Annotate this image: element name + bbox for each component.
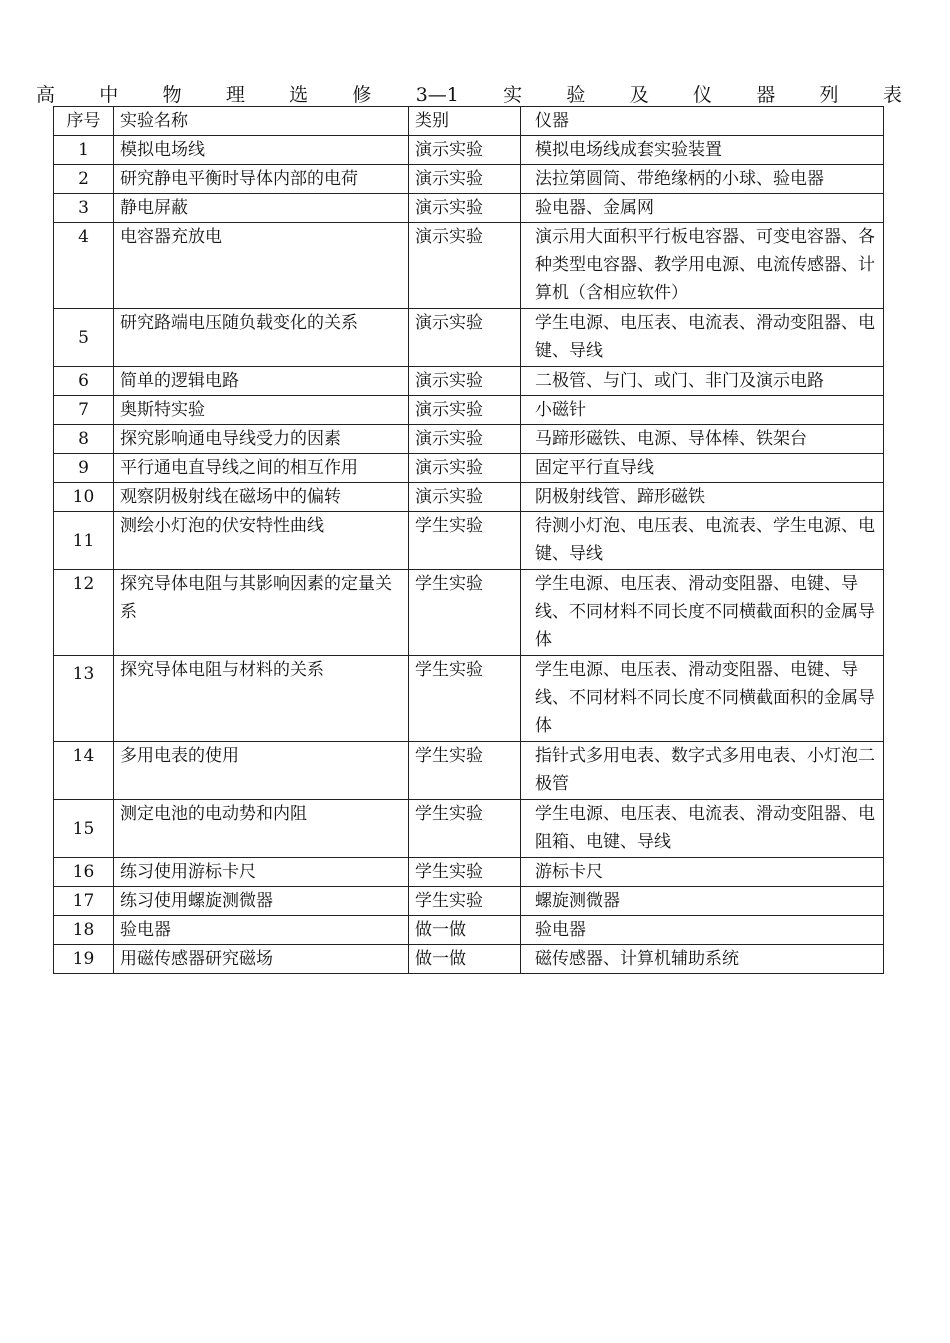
row-no: 9 bbox=[54, 454, 114, 483]
table-row bbox=[54, 309, 884, 367]
table-row bbox=[54, 858, 884, 887]
table-row bbox=[54, 136, 884, 165]
row-instruments: 学生电源、电压表、电流表、滑动变阻器、电阻箱、电键、导线 bbox=[521, 800, 884, 858]
table-row bbox=[54, 887, 884, 916]
row-no: 7 bbox=[54, 396, 114, 425]
table-row bbox=[54, 396, 884, 425]
row-no: 11 bbox=[54, 512, 114, 570]
title-char: 验 bbox=[566, 84, 586, 106]
table-row bbox=[54, 165, 884, 194]
table-row bbox=[54, 512, 884, 570]
document-title bbox=[36, 82, 902, 108]
row-instruments: 模拟电场线成套实验装置 bbox=[521, 136, 884, 165]
table-row bbox=[54, 425, 884, 454]
row-name: 研究路端电压随负载变化的关系 bbox=[114, 309, 409, 367]
header-category: 类别 bbox=[409, 107, 521, 136]
row-name: 电容器充放电 bbox=[114, 223, 409, 309]
table-row bbox=[54, 742, 884, 800]
row-category: 演示实验 bbox=[409, 425, 521, 454]
row-instruments: 磁传感器、计算机辅助系统 bbox=[521, 945, 884, 974]
row-no: 2 bbox=[54, 165, 114, 194]
row-instruments: 待测小灯泡、电压表、电流表、学生电源、电键、导线 bbox=[521, 512, 884, 570]
row-category: 做一做 bbox=[409, 945, 521, 974]
row-name: 观察阴极射线在磁场中的偏转 bbox=[114, 483, 409, 512]
row-instruments: 验电器、金属网 bbox=[521, 194, 884, 223]
row-category: 演示实验 bbox=[409, 454, 521, 483]
row-category: 学生实验 bbox=[409, 570, 521, 656]
table-row bbox=[54, 916, 884, 945]
row-category: 学生实验 bbox=[409, 656, 521, 742]
row-no: 8 bbox=[54, 425, 114, 454]
experiment-equipment-table bbox=[53, 106, 884, 974]
row-instruments: 指针式多用电表、数字式多用电表、小灯泡二极管 bbox=[521, 742, 884, 800]
title-char: 3—1 bbox=[415, 84, 459, 106]
row-category: 演示实验 bbox=[409, 396, 521, 425]
row-category: 演示实验 bbox=[409, 309, 521, 367]
row-name: 平行通电直导线之间的相互作用 bbox=[114, 454, 409, 483]
row-name: 简单的逻辑电路 bbox=[114, 367, 409, 396]
row-no: 13 bbox=[54, 656, 114, 742]
row-category: 演示实验 bbox=[409, 165, 521, 194]
title-char: 选 bbox=[289, 84, 309, 106]
table-row bbox=[54, 223, 884, 309]
row-instruments: 马蹄形磁铁、电源、导体棒、铁架台 bbox=[521, 425, 884, 454]
row-category: 学生实验 bbox=[409, 800, 521, 858]
row-instruments: 二极管、与门、或门、非门及演示电路 bbox=[521, 367, 884, 396]
row-name: 用磁传感器研究磁场 bbox=[114, 945, 409, 974]
table-row bbox=[54, 656, 884, 742]
row-no: 17 bbox=[54, 887, 114, 916]
table-row bbox=[54, 483, 884, 512]
row-category: 演示实验 bbox=[409, 194, 521, 223]
table-row bbox=[54, 194, 884, 223]
row-name: 练习使用游标卡尺 bbox=[114, 858, 409, 887]
row-no: 12 bbox=[54, 570, 114, 656]
row-category: 学生实验 bbox=[409, 887, 521, 916]
title-char: 高 bbox=[36, 84, 56, 106]
title-char: 实 bbox=[503, 84, 523, 106]
row-instruments: 螺旋测微器 bbox=[521, 887, 884, 916]
header-instruments: 仪器 bbox=[521, 107, 884, 136]
row-no: 5 bbox=[54, 309, 114, 367]
header-no: 序号 bbox=[54, 107, 114, 136]
row-name: 静电屏蔽 bbox=[114, 194, 409, 223]
row-instruments: 小磁针 bbox=[521, 396, 884, 425]
table-row bbox=[54, 800, 884, 858]
row-name: 测定电池的电动势和内阻 bbox=[114, 800, 409, 858]
row-category: 学生实验 bbox=[409, 858, 521, 887]
table-header-row bbox=[54, 107, 884, 136]
row-name: 探究影响通电导线受力的因素 bbox=[114, 425, 409, 454]
row-no: 14 bbox=[54, 742, 114, 800]
row-name: 测绘小灯泡的伏安特性曲线 bbox=[114, 512, 409, 570]
row-instruments: 演示用大面积平行板电容器、可变电容器、各种类型电容器、教学用电源、电流传感器、计算机（含相应软件） bbox=[521, 223, 884, 309]
row-no: 1 bbox=[54, 136, 114, 165]
row-no: 10 bbox=[54, 483, 114, 512]
row-no: 19 bbox=[54, 945, 114, 974]
table-row bbox=[54, 454, 884, 483]
row-no: 15 bbox=[54, 800, 114, 858]
row-category: 学生实验 bbox=[409, 742, 521, 800]
row-name: 验电器 bbox=[114, 916, 409, 945]
table-row bbox=[54, 367, 884, 396]
row-instruments: 阴极射线管、蹄形磁铁 bbox=[521, 483, 884, 512]
row-category: 做一做 bbox=[409, 916, 521, 945]
row-category: 演示实验 bbox=[409, 136, 521, 165]
row-name: 探究导体电阻与其影响因素的定量关系 bbox=[114, 570, 409, 656]
row-category: 演示实验 bbox=[409, 483, 521, 512]
title-char: 仪 bbox=[692, 84, 712, 106]
row-instruments: 学生电源、电压表、电流表、滑动变阻器、电键、导线 bbox=[521, 309, 884, 367]
row-no: 4 bbox=[54, 223, 114, 309]
table-row bbox=[54, 570, 884, 656]
row-instruments: 学生电源、电压表、滑动变阻器、电键、导线、不同材料不同长度不同横截面积的金属导体 bbox=[521, 656, 884, 742]
row-instruments: 验电器 bbox=[521, 916, 884, 945]
row-no: 16 bbox=[54, 858, 114, 887]
title-char: 中 bbox=[99, 84, 119, 106]
row-no: 3 bbox=[54, 194, 114, 223]
row-name: 多用电表的使用 bbox=[114, 742, 409, 800]
row-instruments: 学生电源、电压表、滑动变阻器、电键、导线、不同材料不同长度不同横截面积的金属导体 bbox=[521, 570, 884, 656]
row-category: 学生实验 bbox=[409, 512, 521, 570]
row-name: 探究导体电阻与材料的关系 bbox=[114, 656, 409, 742]
title-char: 理 bbox=[225, 84, 245, 106]
title-char: 器 bbox=[756, 84, 776, 106]
row-name: 研究静电平衡时导体内部的电荷 bbox=[114, 165, 409, 194]
row-name: 奥斯特实验 bbox=[114, 396, 409, 425]
title-char: 物 bbox=[162, 84, 182, 106]
row-instruments: 游标卡尺 bbox=[521, 858, 884, 887]
row-no: 6 bbox=[54, 367, 114, 396]
title-char: 修 bbox=[352, 84, 372, 106]
title-char: 及 bbox=[629, 84, 649, 106]
title-char: 表 bbox=[882, 84, 902, 106]
row-name: 模拟电场线 bbox=[114, 136, 409, 165]
row-category: 演示实验 bbox=[409, 367, 521, 396]
row-instruments: 法拉第圆筒、带绝缘柄的小球、验电器 bbox=[521, 165, 884, 194]
row-no: 18 bbox=[54, 916, 114, 945]
table-row bbox=[54, 945, 884, 974]
title-char: 列 bbox=[819, 84, 839, 106]
header-name: 实验名称 bbox=[114, 107, 409, 136]
row-instruments: 固定平行直导线 bbox=[521, 454, 884, 483]
row-category: 演示实验 bbox=[409, 223, 521, 309]
row-name: 练习使用螺旋测微器 bbox=[114, 887, 409, 916]
